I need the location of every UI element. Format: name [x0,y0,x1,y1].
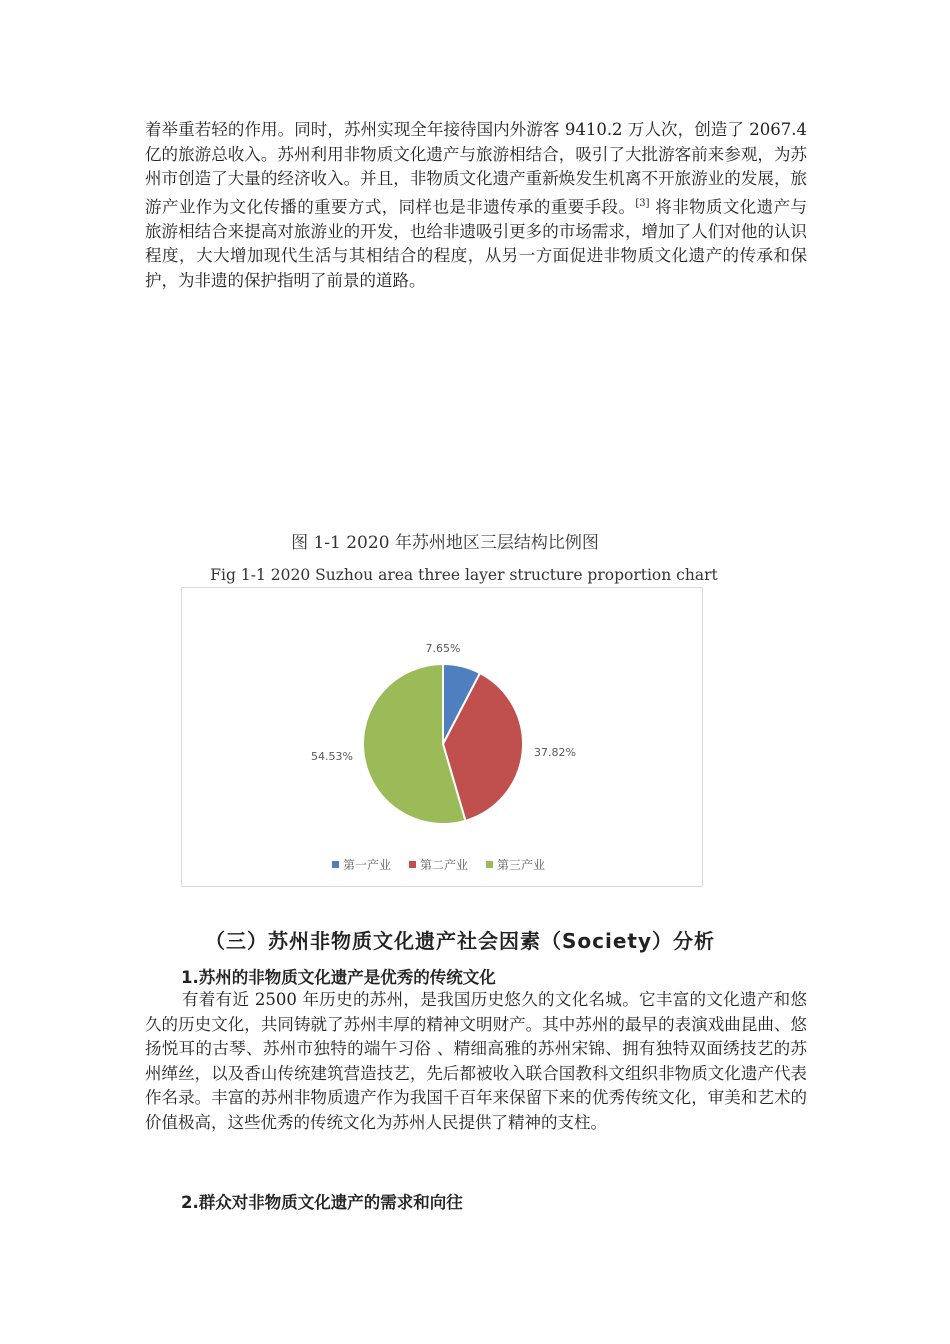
legend-swatch-1 [332,861,339,868]
subsection-body-1: 有着有近 2500 年历史的苏州，是我国历史悠久的文化名城。它丰富的文化遗产和悠久的历史文化，共同铸就了苏州丰厚的精神文明财产。其中苏州的最早的表演戏曲昆曲、悠扬悦耳的古琴、苏州市独特的端午习俗 、精细高雅的苏州宋锦、拥有独特双面绣技艺的苏州缂丝，以及香山传统建筑营造技艺，先后都被收入联合国教科文组织非物质文化遗产代表作名录。丰富的苏州非物质遗产作为我国千百年来保留下来的优秀传统文化，审美和艺术的价值极高，这些优秀的传统文化为苏州人民提供了精神的支柱。 [145,990,807,1132]
subsection-heading-2: 2.群众对非物质文化遗产的需求和向往 [181,1193,463,1212]
pie-data-label-1: 7.65% [425,642,461,655]
figure-caption-en: Fig 1-1 2020 Suzhou area three layer structure proportion chart [210,566,718,584]
subsection-heading-1: 1.苏州的非物质文化遗产是优秀的传统文化 [181,968,496,987]
paragraph-part-1: 着举重若轻的作用。同时，苏州实现全年接待国内外游客 9410.2 万人次，创造了 2067.4 亿的旅游总收入。苏州利用非物质文化遗产与旅游相结合，吸引了大批游客前来参观，为苏州市创造了大量的经济收入。并且，非物质文化遗产重新焕发生机离不开旅游业的发展，旅游产业作为文化传播的重要方式，同样也是非遗传承的重要手段。 [145,120,807,216]
legend-label-3: 第三产业 [497,858,546,872]
section-title: （三）苏州非物质文化遗产社会因素（Society）分析 [204,929,716,953]
pie-chart-frame [181,587,703,887]
paragraph-part-2: 将非物质文化遗产与旅游相结合来提高对旅游业的开发，也给非遗吸引更多的市场需求，增加了人们对他的认识程度，大大增加现代生活与其相结合的程度，从另一方面促进非物质文化遗产的传承和保护，为非遗的保护指明了前景的道路。 [145,197,807,290]
pie-chart [182,588,702,886]
legend-label-1: 第一产业 [343,858,392,872]
legend-label-2: 第二产业 [420,858,469,872]
legend-swatch-2 [409,861,416,868]
citation-ref[interactable]: [3] [635,197,650,209]
legend-swatch-3 [486,861,493,868]
pie-data-label-3: 54.53% [311,750,353,763]
figure-caption-cn: 图 1-1 2020 年苏州地区三层结构比例图 [291,533,599,553]
paragraph-tourism [145,118,807,293]
pie-data-label-2: 37.82% [534,746,576,759]
